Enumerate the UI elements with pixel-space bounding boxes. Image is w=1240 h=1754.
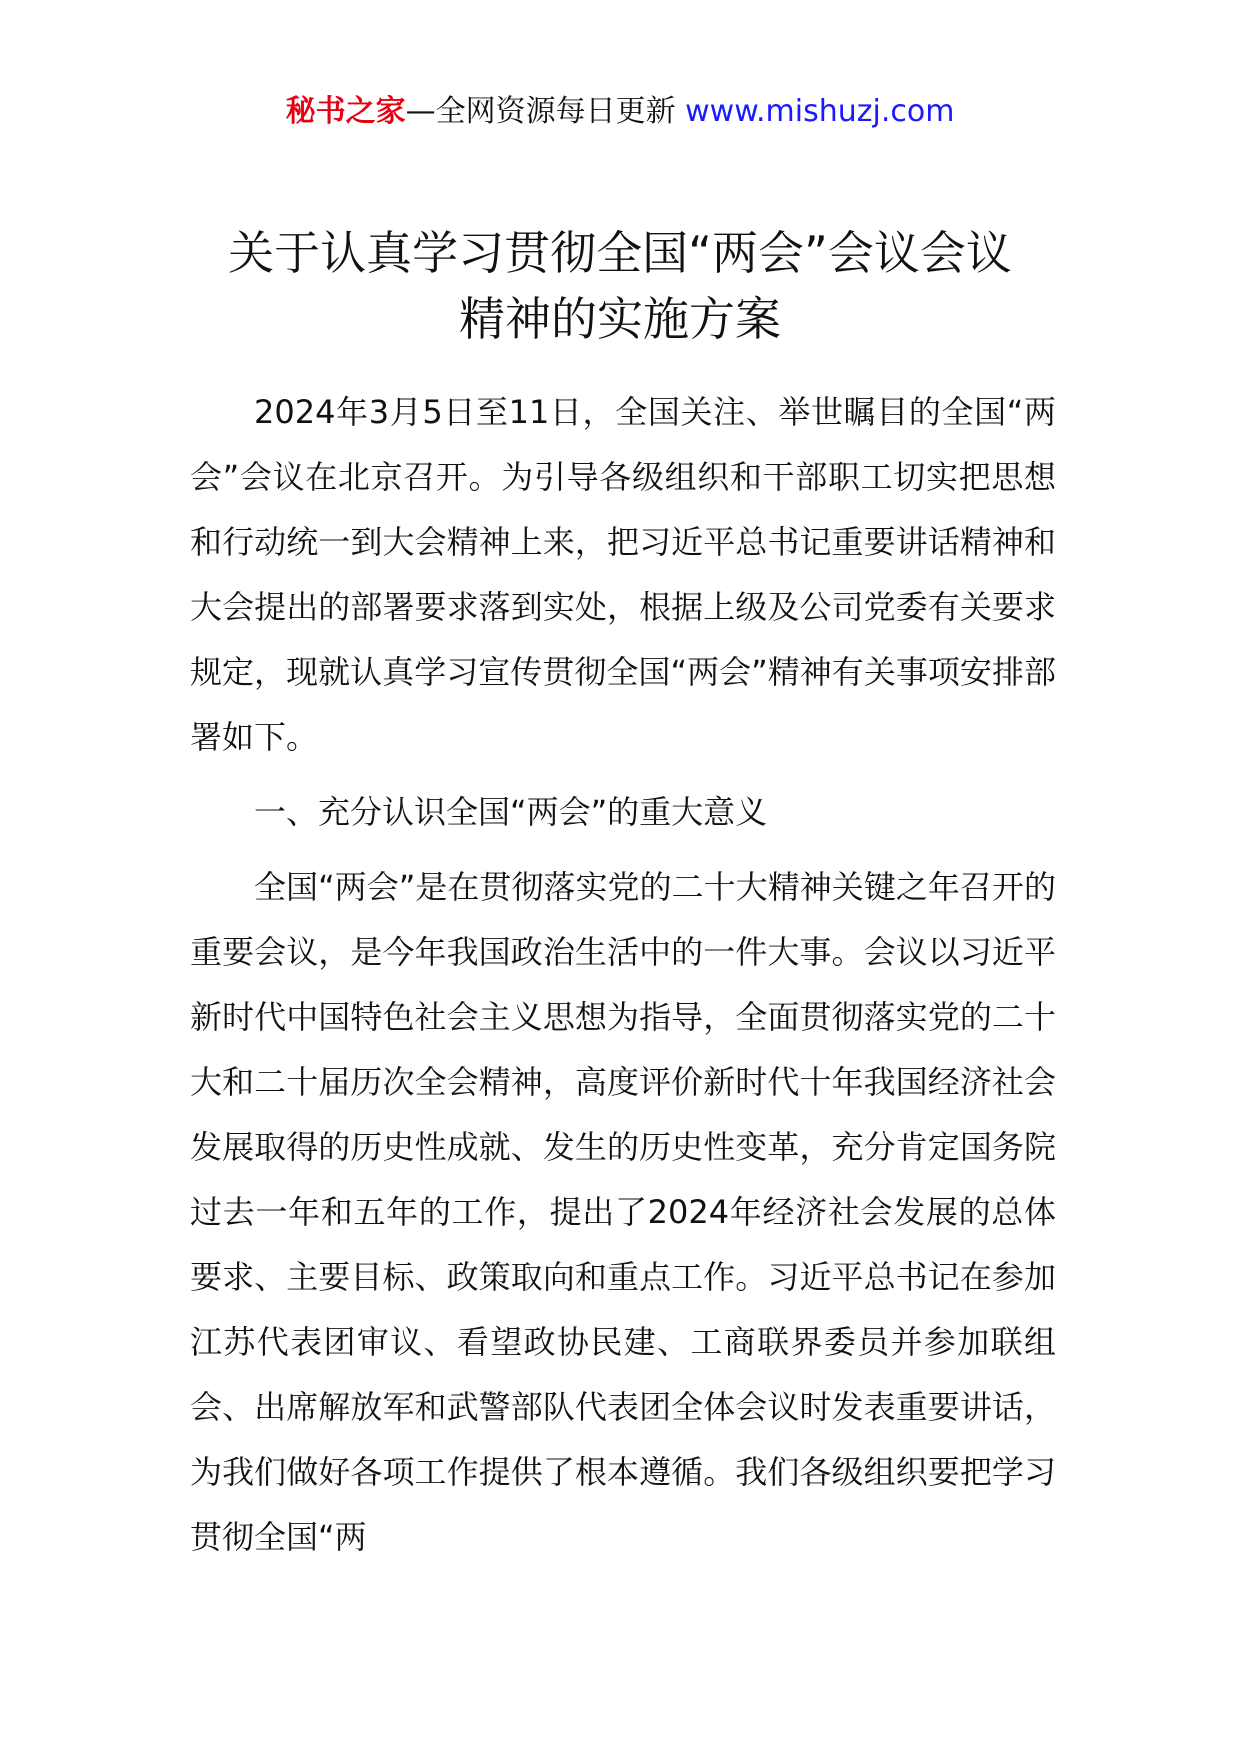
section-1-paragraph: 全国“两会”是在贯彻落实党的二十大精神关键之年召开的重要会议，是今年我国政治生活中的一件大事。会议以习近平新时代中国特色社会主义思想为指导，全面贯彻落实党的二十大和二十届历次全会精神，高度评价新时代十年我国经济社会发展取得的历史性成就、发生的历史性变革，充分肯定国务院过去一年和五年的工作，提出了2024年经济社会发展的总体要求、主要目标、政策取向和重点工作。习近平总书记在参加江苏代表团审议、看望政协民建、工商联界委员并参加联组会、出席解放军和武警部队代表团全体会议时发表重要讲话，为我们做好各项工作提供了根本遵循。我们各级组织要把学习贯彻全国“两 xyxy=(190,868,1056,1556)
site-header xyxy=(0,92,1240,132)
document-title xyxy=(0,220,1240,352)
document-body xyxy=(190,380,1056,1570)
site-tagline: —全网资源每日更新 xyxy=(405,94,686,129)
site-name: 秘书之家 xyxy=(285,94,406,129)
document-title-line-2: 精神的实施方案 xyxy=(459,292,781,346)
intro-paragraph: 2024年3月5日至11日，全国关注、举世瞩目的全国“两会”会议在北京召开。为引导各级组织和干部职工切实把思想和行动统一到大会精神上来，把习近平总书记重要讲话精神和大会提出的部署要求落到实处，根据上级及公司党委有关要求规定，现就认真学习宣传贯彻全国“两会”精神有关事项安排部署如下。 xyxy=(190,393,1056,756)
document-title-line-1: 关于认真学习贯彻全国“两会”会议会议 xyxy=(228,226,1012,280)
site-url-link[interactable]: www.mishuzj.com xyxy=(685,94,955,129)
section-heading-1: 一、充分认识全国“两会”的重大意义 xyxy=(254,793,768,831)
